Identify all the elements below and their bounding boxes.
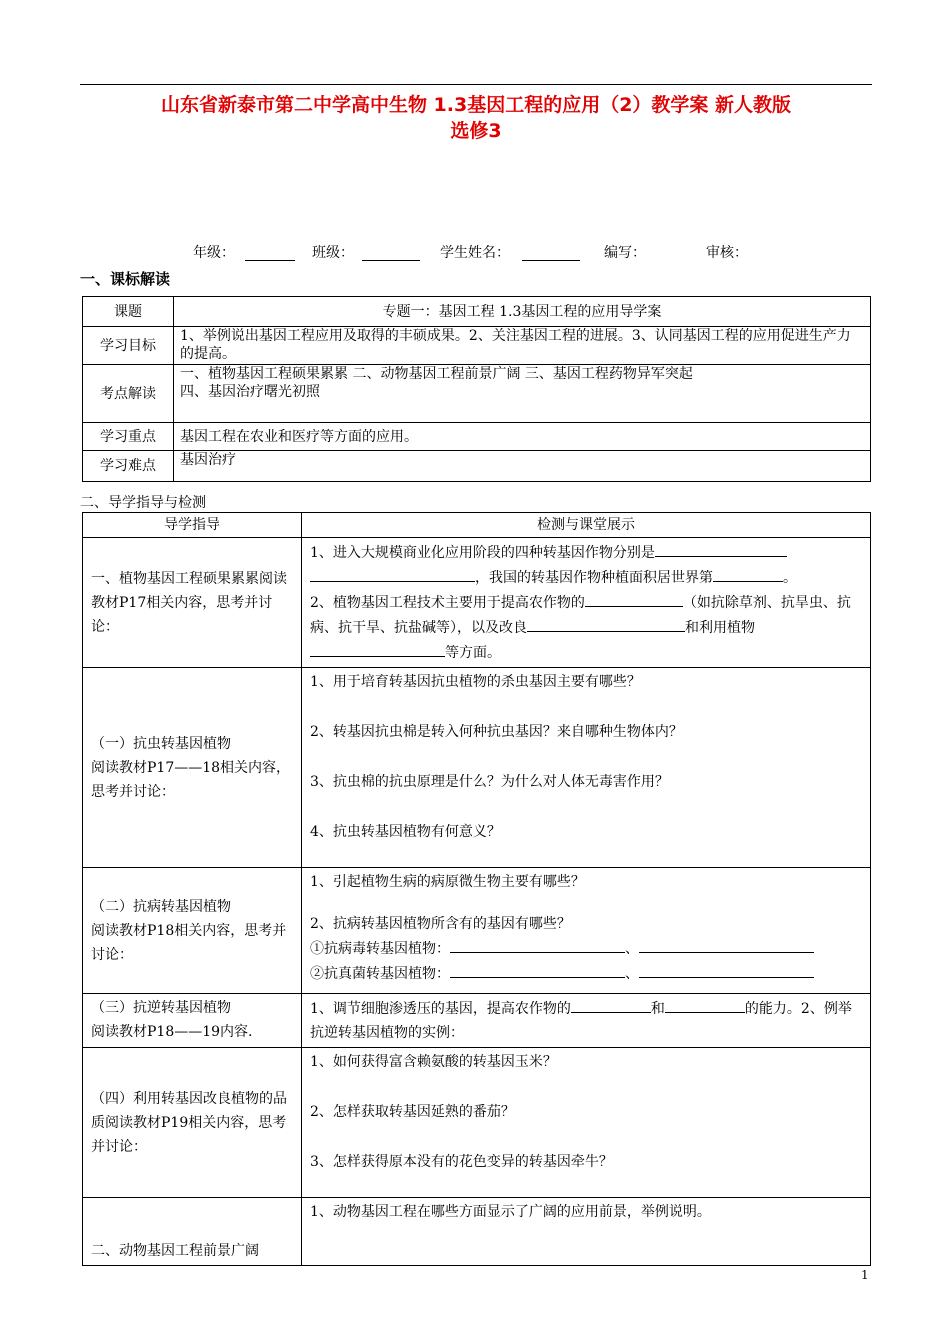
question-text: ，我国的转基因作物种植面积居世界第 [475,570,713,586]
question-item [310,936,862,961]
table-row [83,451,871,482]
difficult-label: 学习难点 [83,451,174,482]
editor-label: 编写： [604,245,646,261]
question-item: 3、抗虫棉的抗虫原理是什么？为什么对人体无毒害作用？ [310,774,669,790]
table-row [83,365,871,423]
check-quality-improvement [302,1048,871,1198]
question-item: 1、动物基因工程在哪些方面显示了广阔的应用前景，举例说明。 [310,1204,711,1220]
answer-blank [585,590,683,607]
punctuation: 、 [625,966,639,982]
question-item: 1、用于培育转基因抗虫植物的杀虫基因主要有哪些？ [310,674,641,690]
question-text: ②抗真菌转基因植物： [310,966,450,982]
guide-disease-resistant [83,868,302,994]
table-header-row [83,513,871,538]
answer-blank [450,961,625,978]
topic-value: 专题一：基因工程 1.3基因工程的应用导学案 [174,297,871,327]
topic-label: 课题 [83,297,174,327]
question-text: 和利用植物 [685,620,755,636]
guide-subtitle: （二）抗病转基因植物 [91,898,231,915]
check-disease-resistant [302,868,871,994]
goal-value: 1、举例说出基因工程应用及取得的丰硕成果。2、关注基因工程的进展。3、认同基因工程的应用促进生产力的提高。 [174,327,871,365]
guide-insect-resistant [83,668,302,868]
difficult-value: 基因治疗 [174,451,871,482]
page-number: 1 [861,1268,869,1282]
goal-label: 学习目标 [83,327,174,365]
table-row [83,423,871,451]
guide-subtitle: （三）抗逆转基因植物 [91,1000,231,1016]
answer-blank [665,996,745,1013]
header-rule [80,84,872,85]
grade-label: 年级： [193,245,235,261]
answer-blank [310,640,445,657]
reviewer-label: 审核： [706,245,748,261]
question-item: 1、如何获得富含赖氨酸的转基因玉米？ [310,1054,557,1070]
guide-plant-engineering: 一、植物基因工程硕果累累阅读教材P17相关内容，思考并讨论： [83,538,302,668]
points-line-1: 一、植物基因工程硕果累累 二、动物基因工程前景广阔 三、基因工程药物异军突起 [180,366,693,382]
guide-animal-engineering: 二、动物基因工程前景广阔 [83,1198,302,1266]
guide-stress-resistant [83,994,302,1048]
title-line-2: 选修3 [450,120,502,142]
title-line-1: 山东省新泰市第二中学高中生物 1.3基因工程的应用（2）教学案 新人教版 [160,94,792,116]
guide-subtitle: （一）抗虫转基因植物 [91,735,231,752]
table-row [83,327,871,365]
answer-blank [639,961,814,978]
points-value [174,365,871,423]
check-plant-engineering [302,538,871,668]
guide-instruction: 阅读教材P18相关内容，思考并讨论： [91,922,287,963]
question-item [310,961,862,986]
question-item: 3、怎样获得原本没有的花色变异的转基因牵牛？ [310,1154,613,1170]
check-stress-resistant [302,994,871,1048]
question-item: 4、抗虫转基因植物有何意义？ [310,824,501,840]
points-line-2: 四、基因治疗曙光初照 [180,384,320,400]
punctuation: 、 [625,941,639,957]
table-row [83,1048,871,1198]
question-text: ①抗病毒转基因植物： [310,941,450,957]
table-row [83,1198,871,1266]
standards-table [82,296,871,482]
grade-blank [245,244,295,261]
focus-value: 基因工程在农业和医疗等方面的应用。 [174,423,871,451]
guide-quality-improvement: （四）利用转基因改良植物的品质阅读教材P19相关内容，思考并讨论： [83,1048,302,1198]
student-name-label: 学生姓名： [440,245,510,261]
table-row [83,538,871,668]
table-row [83,297,871,327]
question-text: 2、植物基因工程技术主要用于提高农作物的 [310,595,585,611]
guide-instruction: 阅读教材P17——18相关内容，思考并讨论： [91,759,291,800]
section-2-heading: 二、导学指导与检测 [80,495,206,511]
question-text: （如抗除草剂、抗旱虫、抗病、抗干旱、抗盐碱等），以及改良 [310,595,851,636]
question-item: 2、抗病转基因植物所含有的基因有哪些？ [310,916,571,932]
question-item: 2、转基因抗虫棉是转入何种抗虫基因？来自哪种生物体内？ [310,724,683,740]
table-row [83,868,871,994]
answer-blank [450,936,625,953]
answer-blank [310,565,475,582]
focus-label: 学习重点 [83,423,174,451]
answer-blank [527,615,685,632]
punctuation: 。 [783,570,797,586]
answer-blank [639,936,814,953]
question-item: 2、怎样获取转基因延熟的番茄？ [310,1104,515,1120]
check-insect-resistant [302,668,871,868]
class-label: 班级： [312,245,354,261]
guide-instruction: 阅读教材P18——19内容. [91,1024,253,1040]
header-guidance: 导学指导 [83,513,302,538]
student-name-blank [522,244,580,261]
question-text: 1、进入大规模商业化应用阶段的四种转基因作物分别是 [310,545,655,561]
question-text: 的能力。2、例举抗逆转基因植物的实例： [310,1001,852,1041]
document-title [80,92,872,144]
class-blank [362,244,420,261]
check-animal-engineering [302,1198,871,1266]
question-text: 1、调节细胞渗透压的基因，提高农作物的 [310,1001,571,1017]
question-item: 1、引起植物生病的病原微生物主要有哪些？ [310,874,585,890]
header-check: 检测与课堂展示 [302,513,871,538]
section-1-heading: 一、课标解读 [80,270,171,288]
answer-blank [713,565,783,582]
answer-blank [571,996,651,1013]
question-text: 和 [650,1001,665,1017]
answer-blank [655,540,787,557]
points-label: 考点解读 [83,365,174,423]
guidance-table [82,512,871,1266]
table-row [83,668,871,868]
question-text: 等方面。 [445,645,501,661]
table-row [83,994,871,1048]
